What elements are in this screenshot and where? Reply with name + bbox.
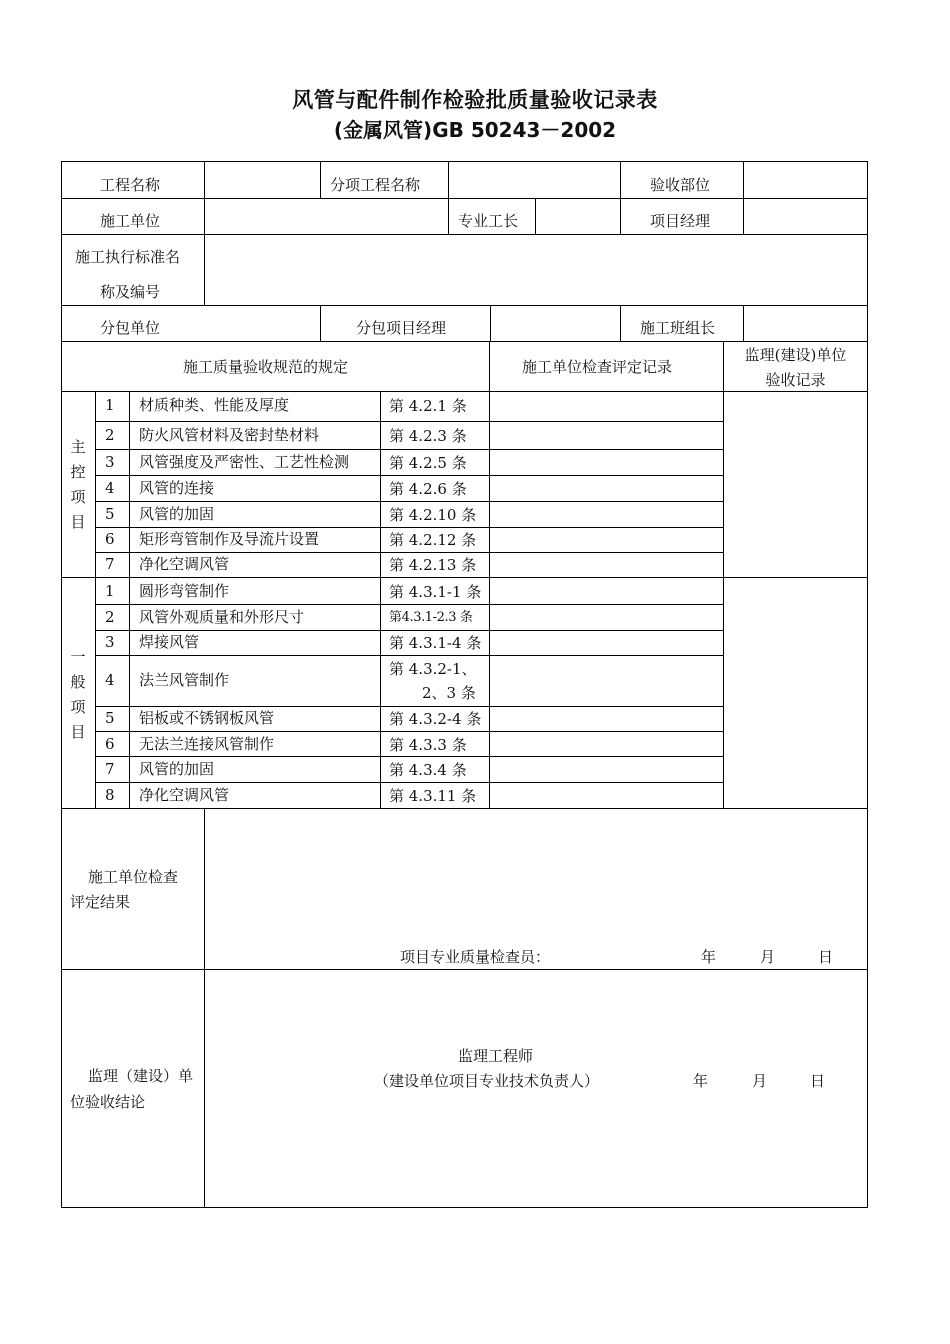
evaluation-label-line2: 评定结果 (70, 893, 131, 911)
foreman-label: 专业工长 (458, 212, 519, 230)
mc-item-name: 净化空调风管 (139, 555, 230, 573)
construction-unit-label: 施工单位 (100, 212, 161, 230)
form-subtitle: (金属风管)GB 50243－2002 (333, 118, 617, 142)
mc-item-clause: 第 4.2.13 条 (389, 556, 477, 574)
mc-item-name: 矩形弯管制作及导流片设置 (139, 530, 320, 548)
gen-item-name: 铝板或不锈钢板风管 (139, 709, 275, 727)
gen-item-clause: 第 4.3.3 条 (389, 736, 467, 754)
mc-item-name: 风管的连接 (139, 479, 215, 497)
form-title: 风管与配件制作检验批质量验收记录表 (292, 88, 658, 112)
acceptance-part-label: 验收部位 (650, 176, 711, 194)
mc-item-no: 3 (105, 453, 115, 471)
standard-label-line1: 施工执行标准名 (75, 248, 181, 266)
mc-item-clause: 第 4.2.10 条 (389, 506, 477, 524)
conclusion-year: 年 (693, 1072, 709, 1090)
check-record-column-header: 施工单位检查评定记录 (522, 358, 673, 376)
team-leader-label: 施工班组长 (640, 319, 716, 337)
gen-item-no: 8 (105, 786, 115, 804)
gen-item-name: 圆形弯管制作 (139, 582, 230, 600)
conclusion-day: 日 (810, 1072, 826, 1090)
mc-item-clause: 第 4.2.3 条 (389, 427, 467, 445)
conclusion-label-line2: 位验收结论 (70, 1093, 146, 1111)
gen-item-no: 3 (105, 633, 115, 651)
gen-item-no: 2 (105, 608, 115, 626)
mc-item-clause: 第 4.2.12 条 (389, 531, 477, 549)
gen-item-name: 无法兰连接风管制作 (139, 735, 275, 753)
gen-item-name: 风管的加固 (139, 760, 215, 778)
mc-item-no: 7 (105, 555, 115, 573)
mc-item-no: 5 (105, 505, 115, 523)
gen-item-name: 风管外观质量和外形尺寸 (139, 608, 305, 626)
mc-item-name: 风管的加固 (139, 505, 215, 523)
gen-item-no: 6 (105, 735, 115, 753)
gen-item-no: 1 (105, 582, 115, 600)
mc-item-name: 防火风管材料及密封垫材料 (139, 426, 320, 444)
gen-item-clause: 第 4.3.1-4 条 (389, 634, 482, 652)
mc-item-clause: 第 4.2.5 条 (389, 454, 467, 472)
gen-item-clause: 第 4.3.4 条 (389, 761, 467, 779)
gen-item-name: 净化空调风管 (139, 786, 230, 804)
evaluation-month: 月 (760, 948, 776, 966)
gen-item-no: 7 (105, 760, 115, 778)
mc-item-clause: 第 4.2.1 条 (389, 397, 467, 415)
gen-item-name: 法兰风管制作 (139, 671, 230, 689)
gen-item-clause-line2: 2、3 条 (422, 684, 476, 702)
gen-item-clause: 第 4.3.2-4 条 (389, 710, 482, 728)
gen-item-no: 5 (105, 709, 115, 727)
mc-item-name: 风管强度及严密性、工艺性检测 (139, 453, 350, 471)
evaluation-label-line1: 施工单位检查 (88, 868, 179, 886)
subproject-name-label: 分项工程名称 (330, 176, 421, 194)
gen-item-clause: 第 4.3.11 条 (389, 787, 477, 805)
technical-responsible-label: （建设单位项目专业技术负责人） (374, 1072, 600, 1090)
mc-item-no: 1 (105, 396, 115, 414)
supervision-column-header-line2: 验收记录 (765, 371, 826, 389)
gen-item-no: 4 (105, 671, 115, 689)
mc-item-no: 2 (105, 426, 115, 444)
evaluation-year: 年 (701, 948, 717, 966)
gen-item-clause-line1: 第 4.3.2-1、 (389, 660, 477, 678)
project-manager-label: 项目经理 (650, 212, 711, 230)
mc-item-name: 材质种类、性能及厚度 (139, 396, 290, 414)
gen-item-clause: 第 4.3.1-1 条 (389, 583, 482, 601)
standard-label-line2: 称及编号 (100, 283, 161, 301)
evaluation-day: 日 (818, 948, 834, 966)
gen-item-name: 焊接风管 (139, 633, 200, 651)
mc-item-no: 4 (105, 479, 115, 497)
supervision-column-header-line1: 监理(建设)单位 (744, 346, 847, 364)
spec-column-header: 施工质量验收规范的规定 (183, 358, 349, 376)
conclusion-month: 月 (752, 1072, 768, 1090)
conclusion-label-line1: 监理（建设）单 (88, 1067, 194, 1085)
mc-item-clause: 第 4.2.6 条 (389, 480, 467, 498)
supervising-engineer-label: 监理工程师 (458, 1047, 534, 1065)
sub-manager-label: 分包项目经理 (356, 319, 447, 337)
quality-inspector-label: 项目专业质量检查员： (400, 948, 551, 966)
gen-item-clause: 第4.3.1-2.3 条 (389, 610, 473, 625)
mc-item-no: 6 (105, 530, 115, 548)
subcontractor-label: 分包单位 (100, 319, 161, 337)
project-name-label: 工程名称 (100, 176, 161, 194)
